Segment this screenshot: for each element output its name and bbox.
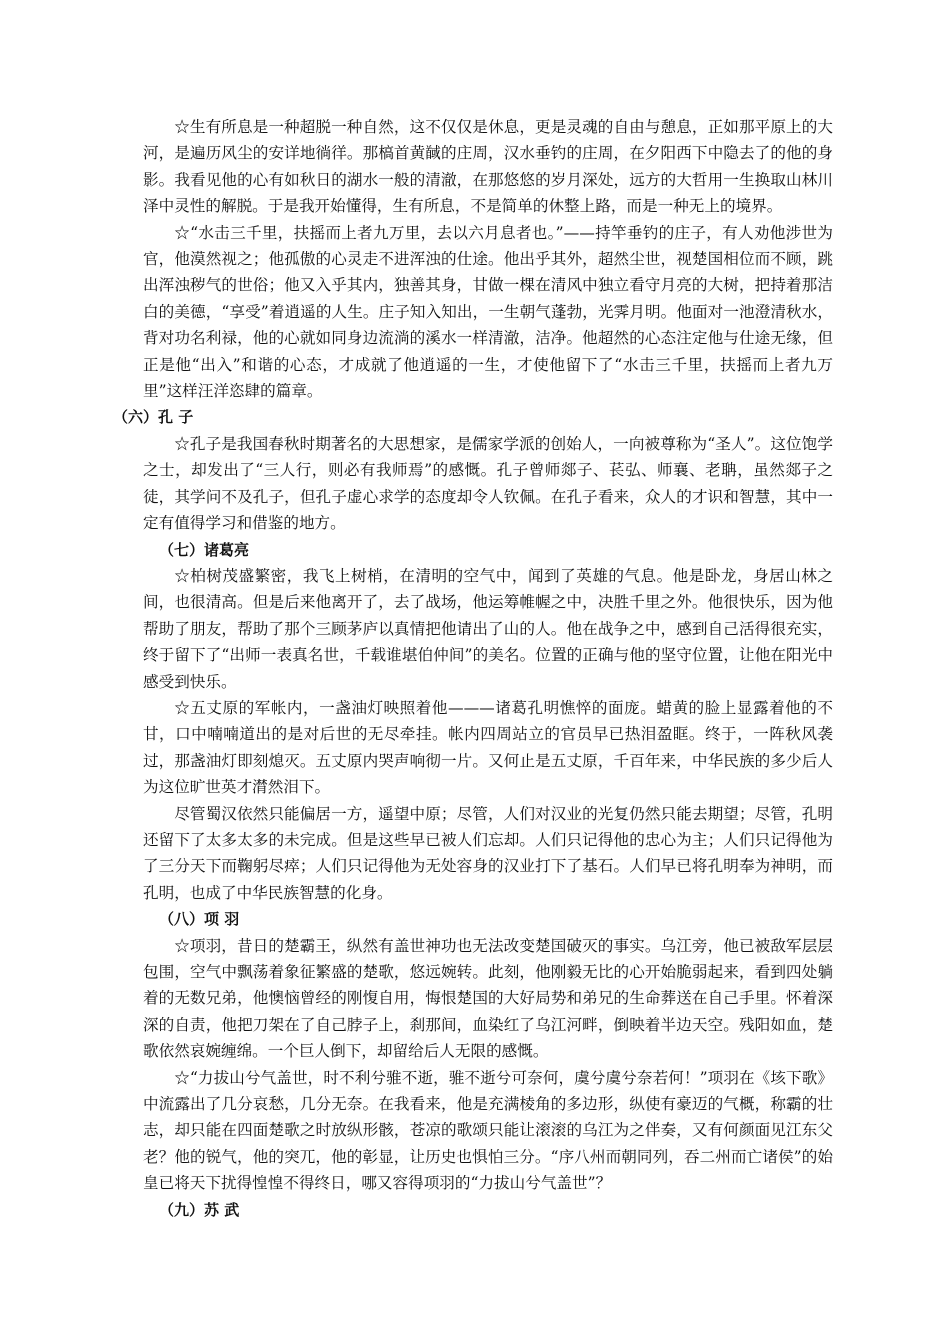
paragraph-xiang-yu-2: ☆“力拔山兮气盖世，时不利兮骓不逝，骓不逝兮可奈何，虞兮虞兮奈若何！”项羽在《垓下歌》中流露出了几分哀愁，几分无奈。在我看来，他是充满棱角的多边形，纵使有豪迈的气概，称霸的壮志，却只能在四面楚歌之时放纵形骸，苍凉的歌颂只能让滚滚的乌江为之伴奏，又有何颜面见江东父老？他的锐气，他的突兀，他的彰显，让历史也惧怕三分。“序八州而朝同列，吞二州而亡诸侯”的始皇已将天下扰得惶惶不得终日，哪又容得项羽的“力拔山兮气盖世”？ [143,1068,833,1193]
heading-confucius: （六）孔 子 [113,408,194,427]
paragraph-zhuge-liang-2: ☆五丈原的军帐内，一盏油灯映照着他———诸葛孔明憔悴的面庞。蜡黄的脸上显露着他的不甘，口中喃喃道出的是对后世的无尽牵挂。帐内四周站立的官员早已热泪盈眶。终于，一阵秋风袭过，那盏油灯即刻熄灭。五丈原内哭声响彻一片。又何止是五丈原，千百年来，中华民族的多少后人为这位旷世英才潸然泪下。 [143,698,833,797]
document-page [113,114,833,1223]
paragraph-zhuge-liang-3: 尽管蜀汉依然只能偏居一方，遥望中原；尽管，人们对汉业的光复仍然只能去期望；尽管，孔明还留下了太多太多的未完成。但是这些早已被人们忘却。人们只记得他的忠心为主；人们只记得他为了三分天下而鞠躬尽瘁；人们只记得他为无处容身的汉业打下了基石。人们早已将孔明奉为神明，而孔明，也成了中华民族智慧的化身。 [143,804,833,902]
heading-su-wu: （九）苏 武 [159,1200,240,1219]
paragraph-zhuangzi-1: ☆生有所息是一种超脱一种自然，这不仅仅是休息，更是灵魂的自由与憩息，正如那平原上的大河，是遍历风尘的安详地徜徉。那槁首黄馘的庄周，汉水垂钓的庄周，在夕阳西下中隐去了的他的身影。我看见他的心有如秋日的湖水一般的清澈，在那悠悠的岁月深处，远方的大哲用一生换取山林川泽中灵性的解脱。于是我开始懂得，生有所息，不是简单的休整上路，而是一种无上的境界。 [143,118,833,216]
paragraph-xiang-yu-1: ☆项羽，昔日的楚霸王，纵然有盖世神功也无法改变楚国破灭的事实。乌江旁，他已被敌军层层包围，空气中飘荡着象征繁盛的楚歌，悠远婉转。此刻，他刚毅无比的心开始脆弱起来，看到四处躺着的无数兄弟，他懊恼曾经的刚愎自用，悔恨楚国的大好局势和弟兄的生命葬送在自己手里。怀着深深的自责，他把刀架在了自己脖子上，刹那间，血染红了乌江河畔，倒映着半边天空。残阳如血，楚歌依然哀婉缠绵。一个巨人倒下，却留给后人无限的感慨。 [143,936,833,1061]
paragraph-zhuge-liang-1: ☆柏树茂盛繁密，我飞上树梢，在清明的空气中，闻到了英雄的气息。他是卧龙，身居山林之间，也很清高。但是后来他离开了，去了战场，他运筹帷幄之中，决胜千里之外。他很快乐，因为他帮助了朋友，帮助了那个三顾茅庐以真情把他请出了山的人。他在战争之中，感到自己活得很充实，终于留下了“出师一表真名世，千载谁堪伯仲间”的美名。位置的正确与他的坚守位置，让他在阳光中感受到快乐。 [143,566,833,691]
heading-xiang-yu: （八）项 羽 [159,910,240,929]
paragraph-zhuangzi-2: ☆“水击三千里，扶摇而上者九万里，去以六月息者也。”——持竿垂钓的庄子，有人劝他涉世为官，他漠然视之；他孤傲的心灵走不进浑浊的仕途。他出乎其外，超然尘世，视楚国相位而不顾，跳出浑浊秽气的世俗；他又入乎其内，独善其身，甘做一棵在清风中独立看守月亮的大树，把持着那洁白的美德，“享受”着逍遥的人生。庄子知入知出，一生朝气蓬勃，光霁月明。他面对一池澄清秋水，背对功名利禄，他的心就如同身边流淌的溪水一样清澈，洁净。他超然的心态注定他与仕途无缘，但正是他“出入”和谐的心态，才成就了他逍遥的一生，才使他留下了“水击三千里，扶摇而上者九万里”这样汪洋恣肆的篇章。 [143,223,833,401]
heading-zhuge-liang: （七）诸葛亮 [159,540,250,559]
paragraph-confucius: ☆孔子是我国春秋时期著名的大思想家，是儒家学派的创始人，一向被尊称为“圣人”。这位饱学之士，却发出了“三人行，则必有我师焉”的感慨。孔子曾师郯子、苌弘、师襄、老聃，虽然郯子之徒，其学问不及孔子，但孔子虚心求学的态度却令人钦佩。在孔子看来，众人的才识和智慧，其中一定有值得学习和借鉴的地方。 [143,434,833,533]
